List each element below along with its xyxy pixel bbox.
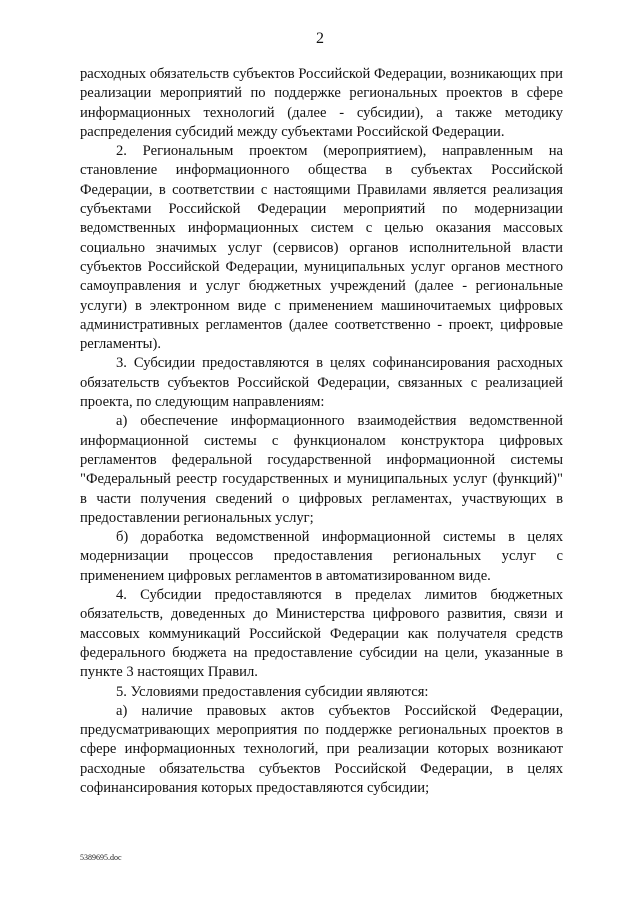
document-body bbox=[80, 65, 563, 798]
page-number: 2 bbox=[316, 30, 324, 47]
footer-doc-code: 5389695.doc bbox=[80, 853, 122, 862]
paragraph-5: 5. Условиями предоставления субсидии являются: bbox=[116, 683, 429, 700]
paragraph-3a: а) обеспечение информационного взаимодействия ведомственной информационной системы с функционалом конструктора цифровых регламентов федеральной государственной информационной системы "Федеральный реестр государственных и муниципальных услуг (функций)" в части получения сведений о цифровых регламентах, участвующих в предоставлении региональных услуг; bbox=[80, 413, 563, 526]
paragraph-3: 3. Субсидии предоставляются в целях софинансирования расходных обязательств субъектов Российской Федерации, связанных с реализацией проекта, по следующим направлениям: bbox=[80, 355, 563, 411]
paragraph-3b: б) доработка ведомственной информационной системы в целях модернизации процессов предоставления региональных услуг с применением цифровых регламентов в автоматизированном виде. bbox=[80, 529, 563, 584]
paragraph-continuation: расходных обязательств субъектов Российской Федерации, возникающих при реализации мероприятий по поддержке региональных проектов в сфере информационных технологий (далее - субсидии), а также методику распределения субсидий между субъектами Российской Федерации. bbox=[80, 66, 563, 140]
paragraph-2: 2. Региональным проектом (мероприятием), направленным на становление информационного общества в субъектах Российской Федерации, в соответствии с настоящими Правилами является реализация субъектами Российской Федерации мероприятий по модернизации ведомственных информационных систем с целью оказания массовых социально значимых услуг (сервисов) органов исполнительной власти субъектов Российской Федерации, муниципальных услуг органов местного самоуправления и услуг бюджетных учреждений (далее - региональные услуги) в электронном виде с применением машиночитаемых цифровых административных регламентов (далее соответственно - проект, цифровые регламенты). bbox=[80, 143, 563, 353]
paragraph-5a: а) наличие правовых актов субъектов Российской Федерации, предусматривающих мероприятия по поддержке региональных проектов в сфере информационных технологий, при реализации которых возникают расходные обязательства субъектов Российской Федерации, в целях софинансирования которых предоставляются субсидии; bbox=[80, 702, 563, 796]
paragraph-4: 4. Субсидии предоставляются в пределах лимитов бюджетных обязательств, доведенных до Министерства цифрового развития, связи и массовых коммуникаций Российской Федерации как получателя средств федерального бюджета на предоставление субсидии на цели, указанные в пункте 3 настоящих Правил. bbox=[80, 587, 563, 681]
